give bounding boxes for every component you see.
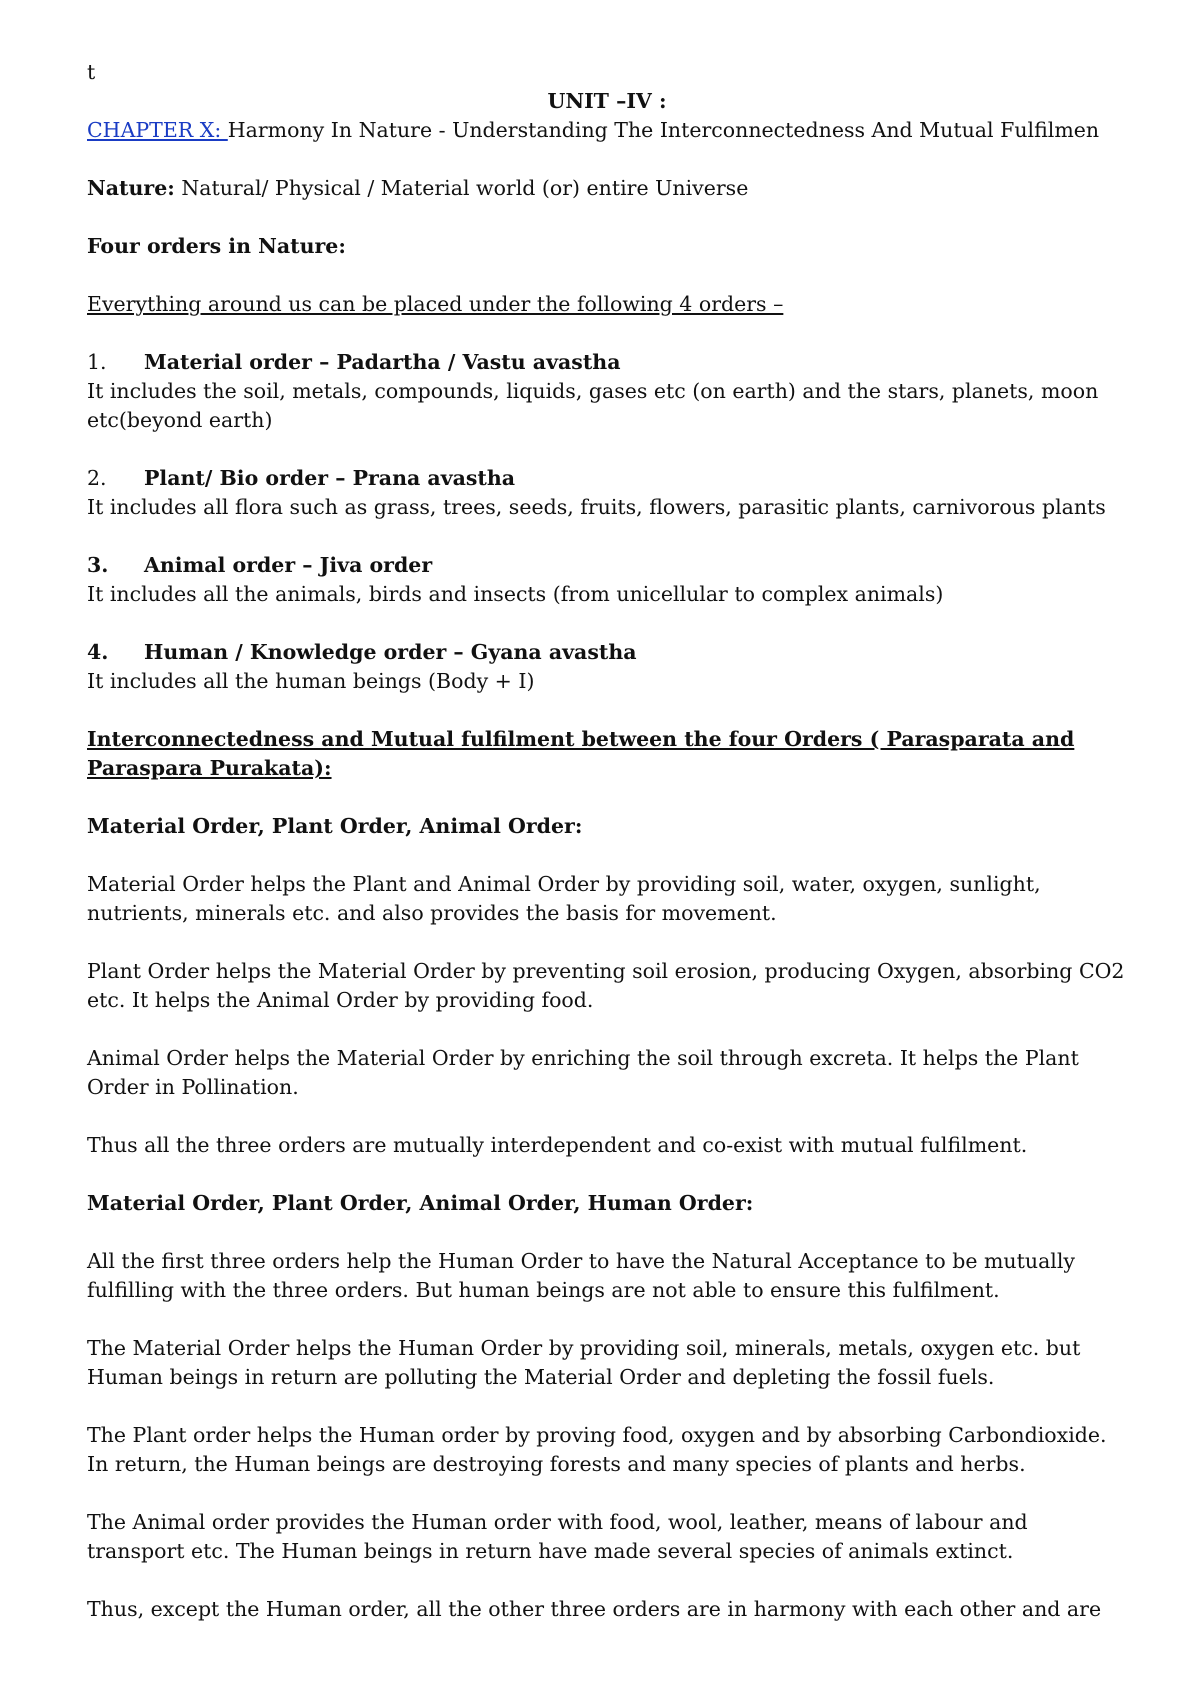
order-4-desc: It includes all the human beings (Body + I): [87, 669, 535, 693]
order-3-desc: It includes all the animals, birds and insects (from unicellular to complex animals): [87, 582, 944, 606]
section-mpah-heading: Material Order, Plant Order, Animal Order, Human Order:: [87, 1191, 754, 1215]
section-mpah-p1-line1: All the first three orders help the Human Order to have the Natural Acceptance to be mutually: [87, 1249, 1075, 1273]
nature-label: Nature:: [87, 176, 175, 200]
section-mpah-p5-line1: Thus, except the Human order, all the other three orders are in harmony with each other and are: [87, 1597, 1102, 1621]
section-mpah-p4-line2: transport etc. The Human beings in return have made several species of animals extinct.: [87, 1539, 1014, 1563]
section-mpa-p2-line2: etc. It helps the Animal Order by providing food.: [87, 988, 594, 1012]
order-3-heading: [87, 551, 1127, 580]
section-mpa-p2-line1: Plant Order helps the Material Order by preventing soil erosion, producing Oxygen, absorbing CO2: [87, 959, 1125, 983]
interconnect-heading-line2: Paraspara Purakata):: [87, 756, 332, 780]
section-mpah-p4-line1: The Animal order provides the Human order with food, wool, leather, means of labour and: [87, 1510, 1028, 1534]
chapter-link[interactable]: CHAPTER X:: [87, 118, 228, 142]
nature-definition: [87, 174, 1127, 203]
order-1-title: Material order – Padartha / Vastu avastha: [144, 350, 621, 374]
unit-heading: UNIT –IV :: [547, 89, 667, 113]
section-mpah-p1-line2: fulfilling with the three orders. But human beings are not able to ensure this fulfilment.: [87, 1278, 1000, 1302]
section-mpah-p2-line2: Human beings in return are polluting the Material Order and depleting the fossil fuels.: [87, 1365, 995, 1389]
four-orders-heading: Four orders in Nature:: [87, 234, 346, 258]
interconnect-heading-line1: Interconnectedness and Mutual fulfilment between the four Orders ( Parasparata and: [87, 727, 1075, 751]
section-mpa-p3-line1: Animal Order helps the Material Order by enriching the soil through excreta. It helps the Plant: [87, 1046, 1079, 1070]
order-1-number: 1.: [87, 350, 107, 374]
order-2-desc: It includes all flora such as grass, trees, seeds, fruits, flowers, parasitic plants, carnivorous plants: [87, 495, 1106, 519]
order-2-heading: [87, 464, 1127, 493]
order-3-title: Animal order – Jiva order: [144, 553, 433, 577]
section-mpa-p1-line2: nutrients, minerals etc. and also provides the basis for movement.: [87, 901, 777, 925]
section-mpah-p3-line1: The Plant order helps the Human order by proving food, oxygen and by absorbing Carbondioxide.: [87, 1423, 1107, 1447]
section-mpah-p2-line1: The Material Order helps the Human Order by providing soil, minerals, metals, oxygen etc. but: [87, 1336, 1081, 1360]
order-2-number: 2.: [87, 466, 107, 490]
chapter-title: Harmony In Nature - Understanding The Interconnectedness And Mutual Fulfilmen: [227, 118, 1100, 142]
order-1-desc-line1: It includes the soil, metals, compounds, liquids, gases etc (on earth) and the stars, planets, moon: [87, 379, 1099, 403]
everything-line: Everything around us can be placed under the following 4 orders –: [87, 292, 784, 316]
order-4-heading: [87, 638, 1127, 667]
nature-text: Natural/ Physical / Material world (or) entire Universe: [174, 176, 749, 200]
order-4-number: 4.: [87, 640, 109, 664]
section-mpah-p3-line2: In return, the Human beings are destroying forests and many species of plants and herbs.: [87, 1452, 1026, 1476]
section-mpa-p1-line1: Material Order helps the Plant and Animal Order by providing soil, water, oxygen, sunlight,: [87, 872, 1041, 896]
order-3-number: 3.: [87, 553, 109, 577]
section-mpa-p4: Thus all the three orders are mutually interdependent and co-exist with mutual fulfilment.: [87, 1133, 1028, 1157]
order-1-heading: [87, 348, 1127, 377]
page-marker: t: [87, 60, 96, 84]
document-page: [87, 58, 1127, 1624]
section-mpa-p3-line2: Order in Pollination.: [87, 1075, 299, 1099]
chapter-line: [87, 116, 1127, 145]
order-4-title: Human / Knowledge order – Gyana avastha: [144, 640, 637, 664]
order-2-title: Plant/ Bio order – Prana avastha: [144, 466, 516, 490]
section-mpa-heading: Material Order, Plant Order, Animal Order:: [87, 814, 583, 838]
order-1-desc-line2: etc(beyond earth): [87, 408, 273, 432]
